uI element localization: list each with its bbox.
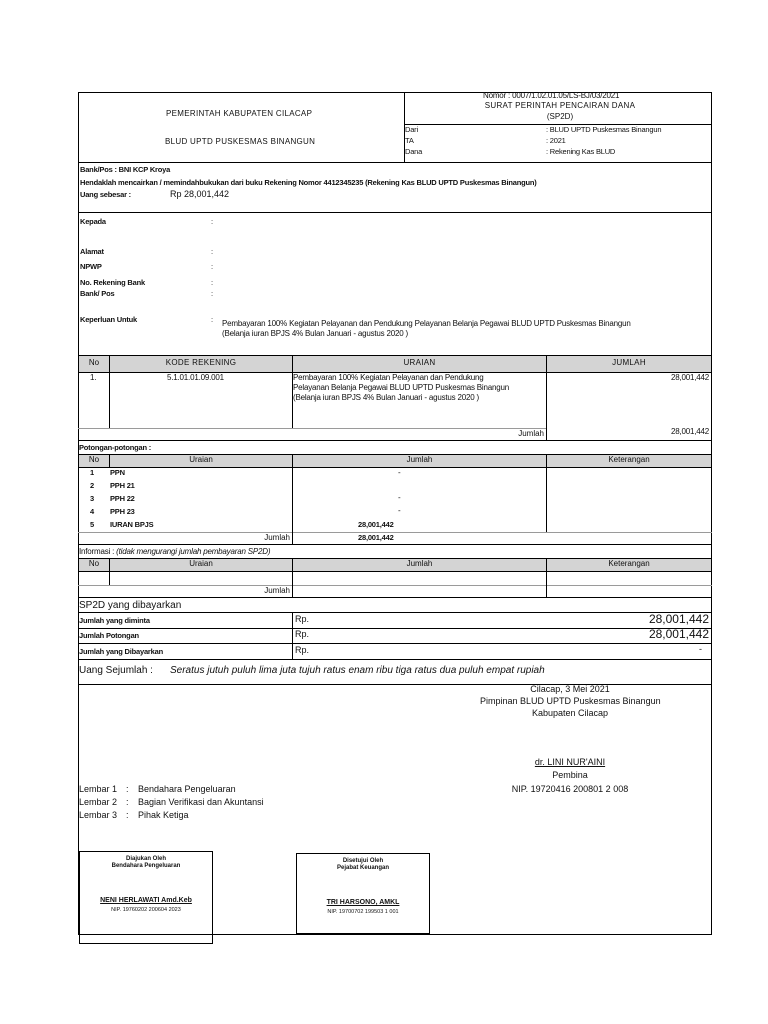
summary-title: SP2D yang dibayarkan [79, 600, 182, 611]
lembar-text: Pihak Ketiga [138, 810, 189, 820]
lembar-no: Lembar 3 [79, 810, 118, 820]
potongan-row-jumlah: - [398, 506, 401, 515]
main-total-value: 28,001,442 [670, 427, 709, 436]
no-rekening-label: No. Rekening Bank [80, 278, 145, 287]
bank-pos-label: Bank/ Pos [80, 289, 115, 298]
potongan-title: Potongan-potongan : [79, 443, 152, 452]
potongan-row-jumlah: 28,001,442 [358, 520, 394, 529]
lembar-no: Lembar 2 [79, 797, 118, 807]
alamat-label: Alamat [80, 247, 104, 256]
terbilang-label: Uang Sejumlah : [79, 665, 153, 676]
potongan-row-jumlah: - [398, 493, 401, 502]
lembar-sep: : [126, 797, 129, 807]
potongan-row-uraian: PPH 21 [110, 481, 135, 490]
potongan-row-uraian: PPN [110, 468, 125, 477]
row-jumlah: 28,001,442 [670, 373, 709, 382]
uang-sebesar-label: Uang sebesar : [80, 190, 131, 199]
signer-name: dr. LINI NUR'AINI [534, 757, 606, 767]
row-uraian-1: Pembayaran 100% Kegiatan Pelayanan dan Pendukung [293, 373, 484, 382]
uang-sebesar-value: Rp 28,001,442 [170, 189, 230, 199]
row-kode: 5.1.01.01.09.001 [167, 373, 224, 382]
informasi-note: (tidak mengurangi jumlah pembayaran SP2D) [116, 547, 271, 556]
ta-label: TA [405, 136, 414, 145]
col-header-no: No [88, 358, 100, 367]
potongan-total-value: 28,001,442 [358, 533, 394, 542]
transfer-instruction: Hendaklah mencairkan / memindahbukukan dari buku Rekening Nomor 4412345235 (Rekening Kas BLUD UPTD Puskesmas Binangun) [80, 178, 537, 187]
row-no: 1. [90, 373, 97, 382]
potongan-row-no: 3 [90, 494, 95, 503]
informasi-header-uraian: Uraian [189, 559, 213, 568]
signer-rank: Pembina [552, 770, 588, 780]
informasi-header-keterangan: Keterangan [608, 559, 650, 568]
potongan-row-no: 1 [90, 468, 95, 477]
sign-box-title-2: Bendahara Pengeluaran [111, 863, 181, 869]
lembar-sep: : [126, 810, 129, 820]
lembar-sep: : [126, 784, 129, 794]
summary-rp-dibayarkan: Rp. [295, 645, 310, 655]
lembar-text: Bagian Verifikasi dan Akuntansi [138, 797, 264, 807]
potongan-header-no: No [88, 455, 100, 464]
ta-value: : 2021 [546, 136, 566, 145]
potongan-total-label: Jumlah [264, 533, 290, 542]
doc-code: (SP2D) [546, 112, 574, 121]
potongan-row-jumlah: - [398, 468, 401, 477]
row-uraian-2: Pelayanan Belanja Pegawai BLUD UPTD Puskesmas Binangun [293, 383, 509, 392]
nomor-line: Nomor : 0007/1.02.01.05/LS-BJ/03/2021 [483, 91, 620, 100]
npwp-colon: : [211, 262, 214, 271]
unit-name: BLUD UPTD PUSKESMAS BINANGUN [165, 137, 316, 146]
summary-label-diminta: Jumlah yang diminta [79, 616, 150, 625]
col-header-jumlah: JUMLAH [612, 358, 646, 367]
dari-label: Dari [405, 125, 418, 134]
potongan-header-jumlah: Jumlah [406, 455, 433, 464]
lembar-no: Lembar 1 [79, 784, 118, 794]
row-uraian-3: (Belanja iuran BPJS 4% Bulan Januari - agustus 2020 ) [293, 393, 479, 402]
potongan-row-uraian: PPH 23 [110, 507, 135, 516]
dana-value: : Rekening Kas BLUD [546, 147, 616, 156]
signer-position: Pimpinan BLUD UPTD Puskesmas Binangun [480, 696, 661, 706]
sign-box-name: TRI HARSONO, AMKL [326, 899, 400, 906]
kepada-label: Kepada [80, 217, 106, 226]
sign-box-name: NENI HERLAWATI Amd.Keb [100, 897, 192, 904]
informasi-title [79, 548, 270, 557]
informasi-total-label: Jumlah [264, 586, 290, 595]
keperluan-label: Keperluan Untuk [80, 315, 138, 324]
terbilang-text: Seratus jutuh puluh lima juta tujuh ratus enam ribu tiga ratus dua puluh empat rupiah [170, 665, 545, 676]
sign-box-title-2: Pejabat Keuangan [336, 865, 389, 871]
main-total-label: Jumlah [518, 429, 544, 438]
summary-rp-diminta: Rp. [295, 614, 310, 624]
bank-pos-colon: : [211, 289, 214, 298]
gov-name: PEMERINTAH KABUPATEN CILACAP [166, 109, 313, 118]
signer-region: Kabupaten Cilacap [531, 708, 609, 718]
keperluan-line-1: Pembayaran 100% Kegiatan Pelayanan dan Pendukung Pelayanan Belanja Pegawai BLUD UPTD Puskesmas Binangun [222, 319, 631, 328]
summary-value-diminta: 28,001,442 [648, 612, 709, 626]
potongan-row-uraian: IURAN BPJS [110, 520, 154, 529]
sign-box-nip: NIP. 19760202 200604 2023 [111, 907, 181, 913]
dari-value: : BLUD UPTD Puskesmas Binangun [546, 125, 662, 134]
doc-title: SURAT PERINTAH PENCAIRAN DANA [484, 101, 636, 110]
keperluan-line-2: (Belanja iuran BPJS 4% Bulan Januari - agustus 2020 ) [222, 329, 408, 338]
summary-rp-potongan: Rp. [295, 629, 310, 639]
no-rekening-colon: : [211, 278, 214, 287]
sign-box-nip: NIP. 19700702 199503 1 001 [327, 909, 399, 915]
sign-box-pejabat-keuangan [296, 853, 430, 934]
summary-value-potongan: 28,001,442 [648, 627, 709, 641]
informasi-header-no: No [88, 559, 100, 568]
summary-value-dibayarkan: - [699, 644, 702, 654]
potongan-row-uraian: PPH 22 [110, 494, 135, 503]
potongan-header-keterangan: Keterangan [608, 455, 650, 464]
potongan-row-no: 2 [90, 481, 95, 490]
sign-box-title-1: Diajukan Oleh [125, 856, 166, 862]
summary-label-dibayarkan: Jumlah yang Dibayarkan [79, 647, 163, 656]
dana-label: Dana [405, 147, 423, 156]
place-date: Cilacap, 3 Mei 2021 [530, 684, 610, 694]
kepada-colon: : [211, 217, 214, 226]
potongan-row-no: 4 [90, 507, 95, 516]
signer-nip: NIP. 19720416 200801 2 008 [511, 784, 629, 794]
npwp-label: NPWP [80, 262, 102, 271]
summary-label-potongan: Jumlah Potongan [79, 631, 139, 640]
informasi-header-jumlah: Jumlah [406, 559, 433, 568]
lembar-text: Bendahara Pengeluaran [138, 784, 236, 794]
sign-box-title-1: Disetujui Oleh [342, 858, 384, 864]
alamat-colon: : [211, 247, 214, 256]
col-header-kode: KODE REKENING [165, 358, 237, 367]
bank-pos-line: Bank/Pos : BNI KCP Kroya [80, 165, 171, 174]
sign-box-bendahara [79, 851, 213, 944]
keperluan-colon: : [211, 315, 214, 324]
potongan-row-no: 5 [90, 520, 95, 529]
col-header-uraian: URAIAN [403, 358, 436, 367]
potongan-header-uraian: Uraian [189, 455, 213, 464]
informasi-prefix: Informasi : [79, 547, 117, 556]
